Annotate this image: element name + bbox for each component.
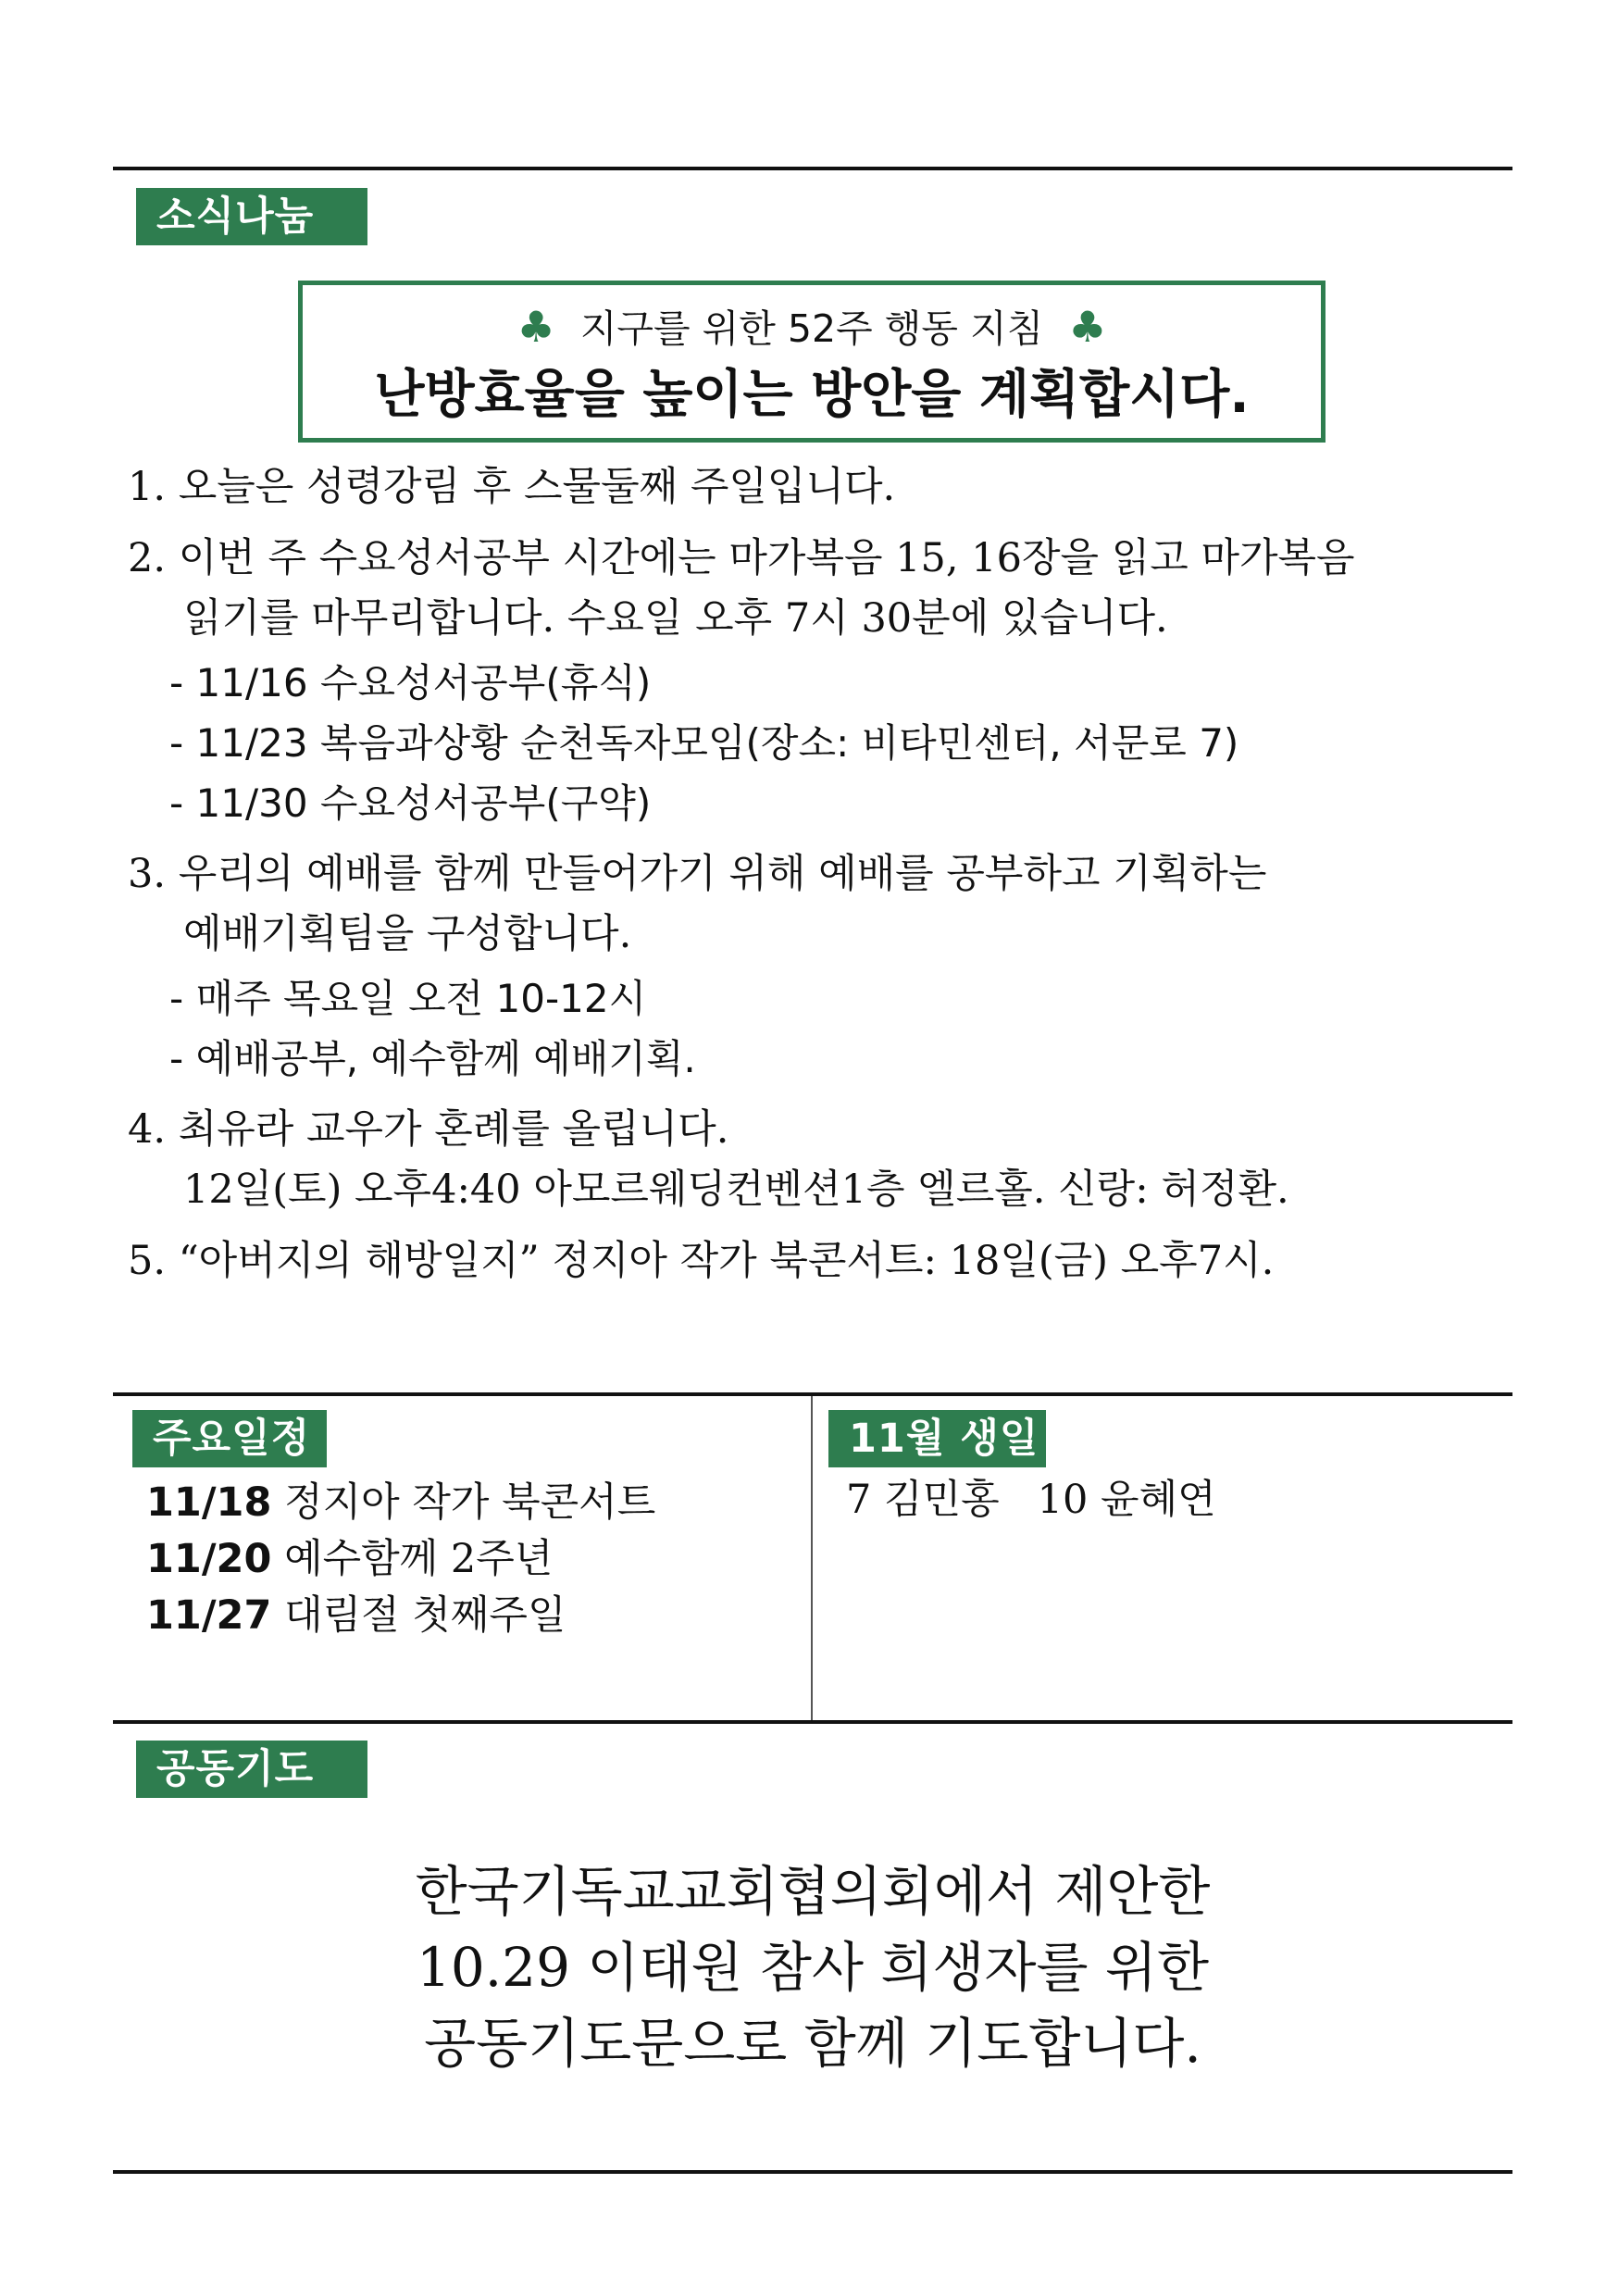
event-date: 11/27 bbox=[146, 1592, 272, 1639]
news-item-text: 12일(토) 오후4:40 아모르웨딩컨벤션1층 엘르홀. 신랑: 허정환. bbox=[183, 1167, 1289, 1213]
news-item-1 bbox=[128, 457, 1498, 518]
event-text: 대림절 첫째주일 bbox=[284, 1592, 566, 1639]
prayer-line: 한국기독교교회협의회에서 제안한 bbox=[415, 1860, 1211, 1923]
event-row bbox=[146, 1531, 655, 1588]
news-item-text: 1. 오늘은 성령강림 후 스물둘째 주일입니다. bbox=[128, 464, 896, 510]
schedule-entry: - 11/23 복음과상황 순천독자모임(장소: 비타민센터, 서문로 7) bbox=[169, 720, 1239, 766]
schedule-entry: - 11/30 수요성서공부(구약) bbox=[169, 780, 652, 826]
news-item-5 bbox=[128, 1231, 1498, 1292]
prayer-section-label: 공동기도 bbox=[136, 1741, 367, 1798]
news-item-text: 5. “아버지의 해방일지” 정지아 작가 북콘서트: 18일(금) 오후7시. bbox=[128, 1238, 1275, 1284]
news-section-label: 소식나눔 bbox=[136, 188, 367, 245]
birthday-section-label: 11월 생일 bbox=[828, 1410, 1046, 1467]
top-rule bbox=[113, 167, 1512, 170]
campaign-subtitle-row bbox=[303, 300, 1321, 356]
news-item-text: 예배기획팀을 구성합니다. bbox=[183, 911, 632, 957]
news-item-2 bbox=[128, 529, 1498, 649]
column-divider bbox=[811, 1396, 813, 1724]
schedule-entry: - 11/16 수요성서공부(휴식) bbox=[169, 660, 652, 705]
club-icon: ♣ bbox=[1068, 302, 1107, 352]
event-row bbox=[146, 1475, 655, 1531]
news-item-text: 3. 우리의 예배를 함께 만들어가기 위해 예배를 공부하고 기획하는 bbox=[128, 851, 1267, 897]
detail-entry: - 매주 목요일 오전 10-12시 bbox=[169, 976, 647, 1021]
events-section-label: 주요일정 bbox=[132, 1410, 327, 1467]
worship-team-details bbox=[169, 968, 1498, 1089]
event-text: 예수함께 2주년 bbox=[284, 1536, 554, 1582]
campaign-subtitle: 지구를 위한 52주 행동 지침 bbox=[579, 306, 1044, 351]
news-item-text: 2. 이번 주 수요성서공부 시간에는 마가복음 15, 16장을 읽고 마가복음 bbox=[128, 535, 1355, 581]
event-text: 정지아 작가 북콘서트 bbox=[284, 1479, 656, 1526]
event-row bbox=[146, 1588, 655, 1644]
bottom-rule bbox=[113, 2170, 1512, 2174]
prayer-line: 10.29 이태원 참사 희생자를 위한 bbox=[416, 1936, 1210, 1999]
news-item-text: 읽기를 마무리합니다. 수요일 오후 7시 30분에 있습니다. bbox=[183, 595, 1168, 642]
campaign-box bbox=[298, 281, 1326, 443]
news-item-3 bbox=[128, 844, 1498, 965]
club-icon: ♣ bbox=[517, 302, 555, 352]
news-list bbox=[128, 457, 1498, 1303]
event-date: 11/20 bbox=[146, 1536, 272, 1582]
events-list bbox=[146, 1475, 655, 1644]
news-item-text: 4. 최유라 교우가 혼례를 올립니다. bbox=[128, 1106, 729, 1153]
prayer-line: 공동기도문으로 함께 기도합니다. bbox=[424, 2012, 1201, 2075]
lower-rule bbox=[113, 1720, 1512, 1724]
middle-rule bbox=[113, 1392, 1512, 1396]
bible-study-schedule bbox=[169, 653, 1498, 833]
campaign-title: 난방효율을 높이는 방안을 계획합시다. bbox=[374, 365, 1250, 425]
event-date: 11/18 bbox=[146, 1479, 272, 1526]
birthday-list: 7 김민홍 10 윤혜연 bbox=[846, 1477, 1216, 1523]
prayer-text bbox=[113, 1853, 1512, 2081]
detail-entry: - 예배공부, 예수함께 예배기획. bbox=[169, 1036, 696, 1081]
news-item-4 bbox=[128, 1100, 1498, 1220]
